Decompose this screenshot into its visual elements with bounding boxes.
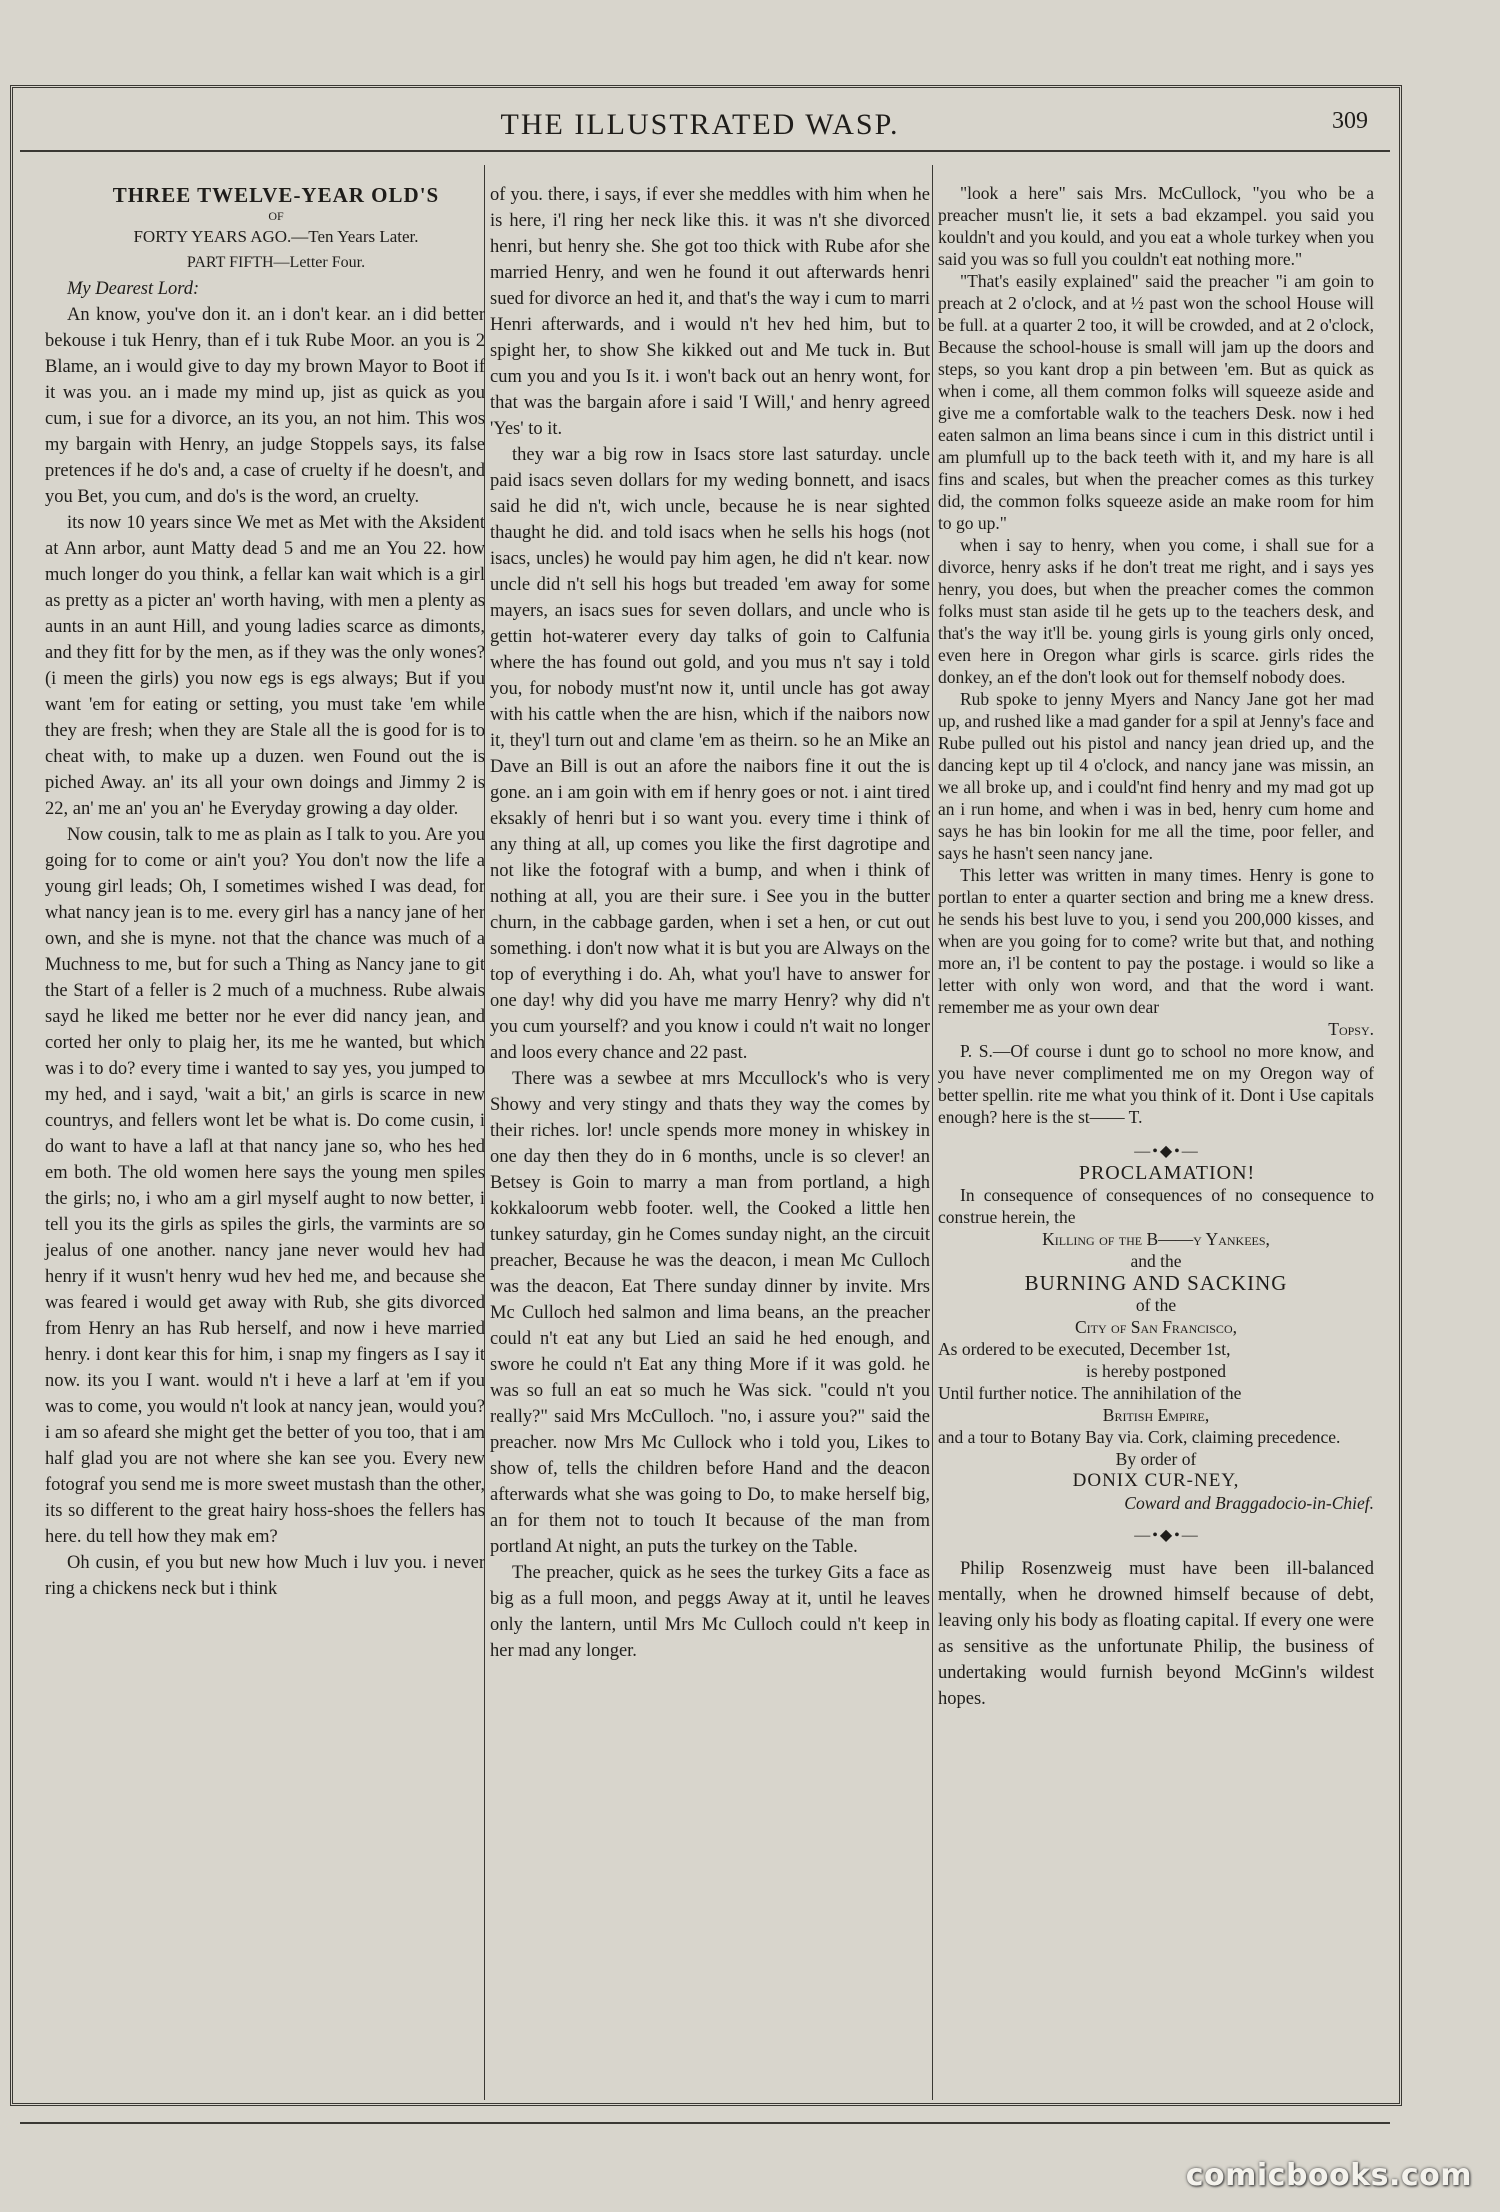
paragraph: "That's easily explained" said the preacher "i am goin to preach at 2 o'clock, and at ½ past won the school House will be full. at a quarter 2 too, it will be crowded, and at 2 o'clock, Because the school-house is small will jam up the doors and steps, so you kant drop a pin between 'em. But as quick as when i come, all them common folks will squeeze aside and give me a comfortable walk to the teachers Desk. now i hed eaten salmon an lima beans since i cum in this district until i am plumfull up to the back teeth with it, and my hare is all fins and scales, but when the preacher comes as this turkey did, the common folks squeeze aside an make room for him to go up.": [938, 271, 1374, 533]
column-2: [490, 182, 930, 1664]
paragraph: when i say to henry, when you come, i shall sue for a divorce, henry asks if he don't treat me right, and i says yes henry, you does, but when the preacher comes the common folks must stan aside til he gets up to the teachers desk, and that's the way it'll be. young girls is young girls only onced, even here in Oregon whar girls is scarce. girls rides the donkey, an ef the don't look out for themself nobody does.: [938, 535, 1374, 687]
article-part: PART FIFTH—Letter Four.: [186, 254, 366, 271]
signature: Topsy.: [1328, 1019, 1374, 1039]
proclamation-line: is hereby postponed: [1086, 1361, 1226, 1381]
article-subtitle: FORTY YEARS AGO.—Ten Years Later.: [133, 227, 419, 246]
paragraph: Now cousin, talk to me as plain as I talk to you. Are you going for to come or ain't you? You don't now the life a young girl leads; Oh, I sometimes wished I was dead, for what nancy jean is to me. every girl has a nancy jane of her own, and she is myne. not that the chance was much of a Muchness to me, but for such a Thing as Nancy jane to git the Start of a feller is 2 much of a muchness. Rube alwais sayd he liked me better nor he ever did nancy jean, and corted her only to plaig her, its me he wanted, but which was i to do? every time i wanted to say yes, you jumped to my hed, and i sayd, 'wait a bit,' an girls is scarce in new countrys, and fellers wont let be what is. Do come cusin, i do want to have a lafl at that nancy jane so, who hes hed em both. The old women here says the young men spiles the girls; no, i who am a girl myself aught to now better, i tell you its the girls as spiles the girls, the varmints are so jealus of one another. nancy jane never would hev had henry if it wusn't henry wud hev hed me, and because she was feared i would get away with Rub, she gits divorced from Henry an has Rub herself, and now i heve married henry. i dont kear this for him, i snap my fingers as I say it now. its you I want. would n't i heve a larf at 'em if you was to come, you would n't look at nancy jean, would you? i am so afeard she might get the better of you too, that i am half glad you are not where she kan see you. Every new fotograf you send me is more sweet mustash than the other, its so different to the great hairy hoss-shoes the fellers has here. du tell how they mak em?: [45, 825, 485, 1547]
ornament-divider: —•◆•—: [1134, 1527, 1200, 1544]
proclamation-text: In consequence of consequences of no consequence to construe herein, the: [938, 1185, 1374, 1227]
masthead: THE ILLUSTRATED WASP.: [500, 108, 900, 141]
proclamation-title: PROCLAMATION!: [1078, 1162, 1256, 1184]
paragraph: There was a sewbee at mrs Mccullock's who is very Showy and very stingy and thats they way the comes by their riches. lor! uncle spends more money in whiskey in one day then they do in 6 months, uncle is so clever! an Betsey is Goin to marry a man from portland, a high kokkaloorum webb footer. well, the Cooked a little hen tunkey saturday, gin he Comes sunday night, an the circuit preacher, Because he was the deacon, i mean Mc Culloch was the deacon, Eat There sunday dinner by invite. Mrs Mc Culloch hed salmon and lima beans, an the preacher could n't eat any but Lied an said he hed enough, and swore he could n't Eat any thing More if it was gold. he was so full an eat so much he Was sick. "could n't you really?" said Mrs McCulloch. "no, i assure you?" said the preacher. now Mrs Mc Cullock who i told you, Likes to show of, tells the children before Hand and the deacon afterwards what she was going to Do, to make herself big, an for them not to touch It because of the man from portland At night, an puts the turkey on the Table.: [490, 1069, 930, 1557]
proclamation-line: By order of: [1115, 1449, 1197, 1469]
proclamation-line: and the: [1130, 1251, 1182, 1271]
column-1: [45, 182, 485, 1602]
postscript: P. S.—Of course i dunt go to school no more know, and you have never complimented me on my Oregon way of better spellin. rite me what you think of it. Dont i Use capitals enough? here is the st—— T.: [938, 1041, 1374, 1127]
column-divider-2: [932, 165, 933, 2100]
paragraph: This letter was written in many times. Henry is gone to portlan to enter a quarter section and bring me a knew dress. he sends his best luve to you, i send you 200,000 kisses, and when are you going for to come? write but that, and nothing more an, i'l be content to pay the postage. i would so like a letter with only won word, and that the word i want. remember me as your own dear: [938, 865, 1374, 1017]
proclamation-signer-title: Coward and Braggadocio-in-Chief.: [1124, 1493, 1374, 1513]
page-number: 309: [1332, 108, 1368, 134]
column-3: [938, 182, 1374, 1712]
proclamation-line: British Empire,: [1102, 1405, 1210, 1425]
paragraph: Rub spoke to jenny Myers and Nancy Jane got her mad up, and rushed like a mad gander for a spil at Jenny's face and Rube pulled out his pistol and nancy jean dried up, and the dancing kept up til 4 o'clock, and nancy jane was missin, an we all broke up, and i could'nt find henry and my mad got up an i run home, and when i was in bed, henry cum home and says he has bin lookin for me all the time, poor feller, and says he hasn't seen nancy jane.: [938, 689, 1374, 863]
paragraph: its now 10 years since We met as Met with the Aksident at Ann arbor, aunt Matty dead 5 and me an You 22. how much longer do you think, a fellar kan wait which is a girl as pretty as a picter an' worth having, with men a plenty as aunts in an aunt Hill, and young ladies scarce as dimonts, and they fitt for by the men, as if they was the only wones? (i meen the girls) you now egs is egs always; But if you want 'em for eating or setting, you must take 'em while they are fresh; when they are Stale all the is good for is to cheat with, to make up a duzen. wen Found out the is piched Away. an' its all your own doings and Jimmy 2 is 22, an' me an' you an' he Everyday growing a day older.: [45, 513, 485, 819]
proclamation-line: BURNING AND SACKING: [1024, 1271, 1288, 1295]
salutation: My Dearest Lord:: [67, 279, 200, 299]
paragraph: The preacher, quick as he sees the turkey Gits a face as big as a full moon, and peggs Away at it, until he leaves only the lantern, until Mrs Mc Culloch could n't keep in her mad any longer.: [490, 1563, 930, 1661]
proclamation-line: Killing of the B——y Yankees,: [1042, 1229, 1270, 1249]
proclamation-line: As ordered to be executed, December 1st,: [938, 1339, 1231, 1359]
paragraph: "look a here" sais Mrs. McCullock, "you who be a preacher musn't lie, it sets a bad ekzampel. you said you kouldn't and you kould, and you eat a whole turkey when you said you was so full you couldn't eat nothing more.": [938, 183, 1374, 269]
watermark: comicbooks.com: [1185, 2158, 1472, 2193]
article-title-of: OF: [268, 209, 284, 223]
header-rule: [20, 150, 1390, 152]
proclamation-line: and a tour to Botany Bay via. Cork, claiming precedence.: [938, 1427, 1341, 1447]
bottom-rule: [20, 2122, 1390, 2124]
proclamation-signer: DONIX CUR-NEY,: [1072, 1470, 1240, 1491]
paragraph: Oh cusin, ef you but new how Much i luv you. i never ring a chickens neck but i think: [45, 1553, 485, 1599]
page-header: [10, 108, 1390, 144]
proclamation-line: of the: [1135, 1295, 1177, 1315]
paragraph: of you. there, i says, if ever she meddles with him when he is here, i'l ring her neck like this. it was n't she divorced henri, but henry she. She got too thick with Rube afor she married Henry, and wen he found it out afterwards henri sued for divorce an hed it, and that's the way i cum to marri Henri afterwards, and i would n't hev hed him, but to spight her, to show She kikked out and Me tuck in. But cum you and you Is it. i won't back out an henry wont, for that was the bargain afore i said 'I Will,' and henry agreed 'Yes' to it.: [490, 185, 931, 439]
paragraph: Philip Rosenzweig must have been ill-balanced mentally, when he drowned himself because of debt, leaving only his body as floating capital. If every one were as sensitive as the unfortunate Philip, the business of undertaking would furnish beyond McGinn's wildest hopes.: [938, 1559, 1374, 1709]
article-title: THREE TWELVE-YEAR OLD'S: [112, 183, 440, 207]
proclamation-line: City of San Francisco,: [1075, 1317, 1237, 1337]
paragraph: An know, you've don it. an i don't kear. an i did better bekouse i tuk Henry, than ef i tuk Rube Moor. an you is 2 Blame, an i would give to day my brown Mayor to Boot if it was you. an i made my mind up, jist as quick as you cum, i sue for a divorce, an its you, an not him. This wos my bargain with Henry, an judge Stoppels says, its false pretences if he do's and, a case of cruelty if he doesn't, and you Bet, you cum, and do's is the word, an cruelty.: [45, 305, 485, 507]
ornament-divider: —•◆•—: [1134, 1143, 1200, 1160]
proclamation-line: Until further notice. The annihilation of the: [938, 1383, 1242, 1403]
paragraph: they war a big row in Isacs store last saturday. uncle paid isacs seven dollars for my weding bonnett, and isacs said he did n't, wich uncle, because he is near sighted thaught he did. and told isacs when he sells his hogs (not isacs, uncles) he would pay him agen, he did n't kear. now uncle did n't sell his hogs but treaded 'em away for some mayers, an isacs sues for seven dollars, and uncle who is gettin hot-waterer every day talks of goin to Calfunia where the has found out gold, and you mus n't say i told you, for nobody must'nt now it, until uncle has got away with his cattle when the are hisn, which if the naibors now it, they'l turn out and clame 'em as theirn. so he an Mike an Dave an Bill is out an afore the naibors fine it out the is gone. an i am goin with em if henry goes or not. i aint tired eksakly of henri but i so want you. every time i think of any thing at all, up comes you like the first dagrotipe and not like the fotograf with a bump, and when i think of nothing at all, you are their sure. i See you in the butter churn, in the cabbage garden, when i set a hen, or cut out something. i don't now what it is but you are Always on the top of everything i do. Ah, what you'l have to answer for one day! why did you have me marry Henry? why did n't you cum yourself? and you know i could n't wait no longer and loos every chance and 22 past.: [490, 445, 930, 1063]
